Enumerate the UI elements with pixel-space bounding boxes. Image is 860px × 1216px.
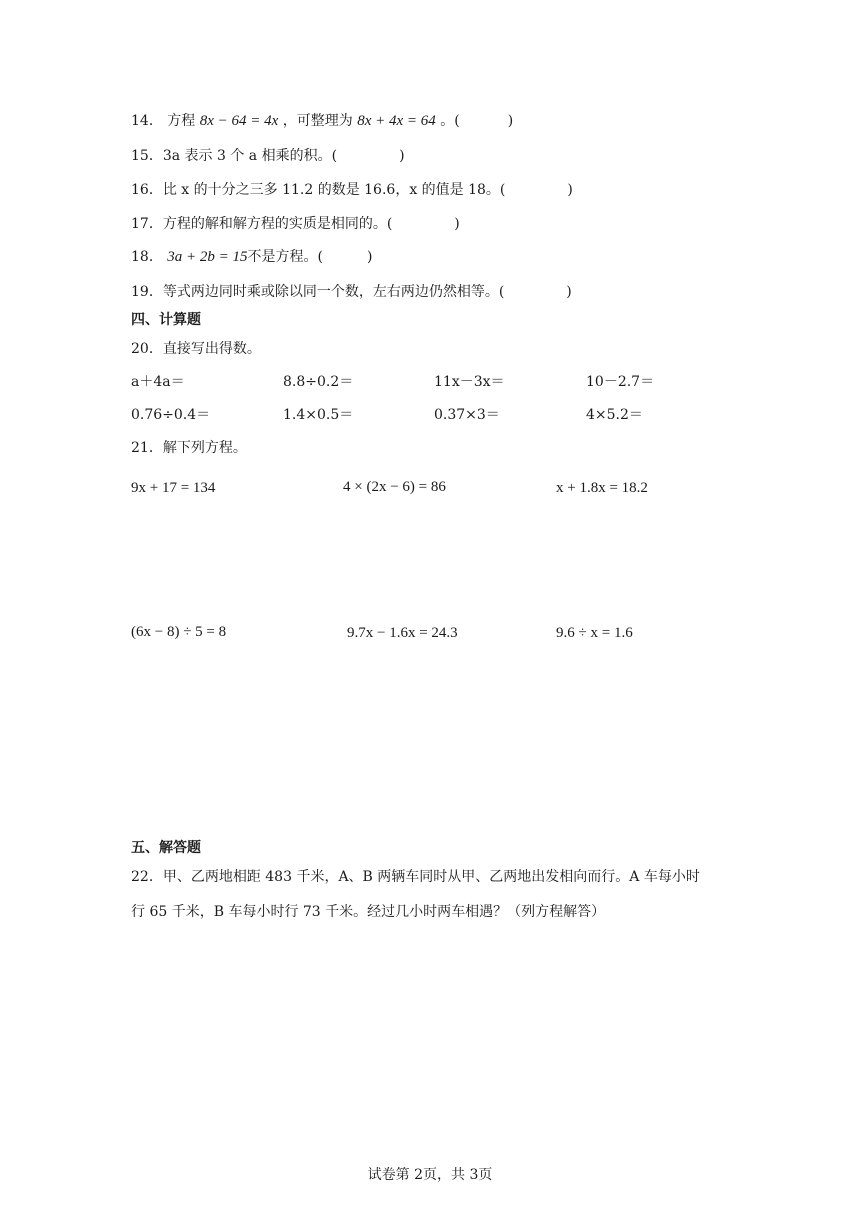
question-text: 方程 bbox=[167, 113, 196, 129]
answer-close: ) bbox=[566, 284, 572, 300]
answer-close: ) bbox=[567, 182, 573, 198]
answer-close: ) bbox=[367, 249, 373, 265]
equation: 8x − 64 = 4x bbox=[199, 113, 279, 129]
question-text: ，可整理为 bbox=[282, 113, 353, 129]
calc-item: 0.76÷0.4＝ bbox=[131, 407, 211, 423]
question-19 bbox=[131, 282, 572, 302]
equation: 8x + 4x = 64 bbox=[357, 113, 436, 129]
question-text: 不是方程。( bbox=[247, 249, 323, 265]
answer-close: ) bbox=[399, 148, 405, 164]
answer-close: ) bbox=[507, 113, 514, 129]
calc-item: 4×5.2＝ bbox=[586, 407, 643, 423]
equation-6: 9.6 ÷ x = 1.6 bbox=[556, 625, 633, 641]
question-number: 16． bbox=[131, 182, 163, 198]
question-number: 17． bbox=[131, 216, 163, 232]
calc-item: a＋4a＝ bbox=[131, 374, 185, 390]
calc-item: 0.37×3＝ bbox=[434, 407, 500, 423]
question-15 bbox=[131, 146, 405, 166]
equation-5: 9.7x − 1.6x = 24.3 bbox=[347, 625, 458, 641]
equation-3: x + 1.8x = 18.2 bbox=[556, 480, 648, 496]
question-number: 22． bbox=[131, 869, 163, 885]
page-footer: 试卷第 2页，共 3页 bbox=[367, 1167, 493, 1183]
question-text: 直接写出得数。 bbox=[162, 341, 261, 357]
equation-1: 9x + 17 = 134 bbox=[131, 480, 216, 496]
equation-2: 4 × (2x − 6) = 86 bbox=[343, 479, 446, 495]
calc-item: 10－2.7＝ bbox=[586, 374, 655, 390]
question-22 bbox=[131, 867, 700, 887]
section-heading-calculation: 四、计算题 bbox=[131, 312, 201, 328]
question-text: 方程的解和解方程的实质是相同的。( bbox=[162, 216, 393, 232]
equation-4: (6x − 8) ÷ 5 = 8 bbox=[131, 624, 227, 640]
question-number: 14． bbox=[131, 113, 163, 129]
question-18 bbox=[131, 247, 372, 267]
calc-item: 8.8÷0.2＝ bbox=[283, 374, 354, 390]
calc-item: 11x－3x＝ bbox=[434, 374, 505, 390]
question-22-line2: 行 65 千米，B 车每小时行 73 千米。经过几小时两车相遇？（列方程解答） bbox=[131, 904, 606, 920]
answer-close: ) bbox=[454, 216, 460, 232]
question-16 bbox=[131, 180, 573, 200]
question-text: 等式两边同时乘或除以同一个数，左右两边仍然相等。( bbox=[162, 284, 505, 300]
question-number: 18． bbox=[131, 249, 163, 265]
question-20 bbox=[131, 339, 261, 359]
question-number: 21． bbox=[131, 440, 163, 456]
section-heading-word-problems: 五、解答题 bbox=[131, 840, 201, 856]
question-21 bbox=[131, 438, 247, 458]
question-text: 3a 表示 3 个 a 相乘的积。( bbox=[162, 148, 338, 164]
question-text: 解下列方程。 bbox=[162, 440, 247, 456]
question-14 bbox=[131, 111, 513, 131]
equation: 3a + 2b = 15 bbox=[167, 249, 248, 265]
question-text: 比 x 的十分之三多 11.2 的数是 16.6，x 的值是 18。( bbox=[162, 182, 506, 198]
answer-open: 。( bbox=[440, 113, 460, 129]
question-number: 15． bbox=[131, 148, 163, 164]
question-number: 19． bbox=[131, 284, 163, 300]
question-17 bbox=[131, 214, 460, 234]
question-text: 甲、乙两地相距 483 千米，A、B 两辆车同时从甲、乙两地出发相向而行。A 车每小时 bbox=[162, 869, 700, 885]
question-number: 20． bbox=[131, 341, 163, 357]
calc-item: 1.4×0.5＝ bbox=[283, 407, 354, 423]
